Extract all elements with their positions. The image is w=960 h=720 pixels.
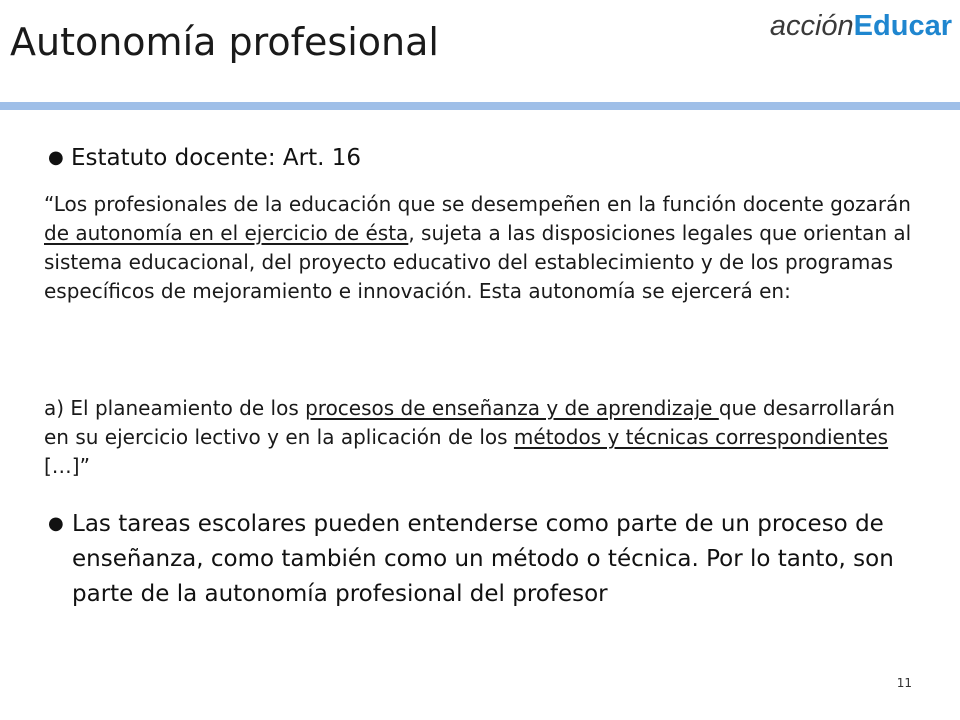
quote-p2-text-a: a) El planeamiento de los [44, 396, 306, 420]
quote-p2-text-c: […]” [44, 454, 90, 478]
quote-p1-text-a: “Los profesionales de la educación que se desempeñen en la función docente gozarán [44, 192, 911, 216]
bullet-estatuto-text: Estatuto docente: Art. 16 [71, 145, 361, 171]
quote-p1-text-b: , sujeta a las disposiciones legales que orientan al sistema educacional, del proyecto educativo del establecimiento y de los programas específicos de mejoramiento e innovación. Esta autonomía se ejercerá en: [44, 221, 912, 303]
bullet-estatuto [48, 138, 361, 178]
bullet-tareas [48, 506, 942, 612]
quote-p2-underline-2: métodos y técnicas correspondientes [513, 425, 889, 449]
quote-p2-underline-1: procesos de enseñanza y de aprendizaje [305, 396, 719, 420]
bullet-dot-icon: ● [48, 147, 64, 168]
logo-educar-text: Educar [853, 10, 952, 42]
quote-paragraph-1 [44, 190, 924, 306]
quote-p1-underline: de autonomía en el ejercicio de ésta [44, 221, 409, 245]
title-divider [0, 102, 960, 110]
bullet-tareas-text: Las tareas escolares pueden entenderse como parte de un proceso de enseñanza, como también como un método o técnica. Por lo tanto, son parte de la autonomía profesional del profesor [72, 511, 894, 607]
bullet-dot-icon: ● [48, 513, 64, 534]
accioneducar-logo [770, 8, 952, 44]
slide-title: Autonomía profesional [10, 20, 439, 64]
quote-p2-text-b: que desarrollarán en su ejercicio lectivo y en la aplicación de los [44, 396, 895, 449]
quote-paragraph-2 [44, 394, 924, 481]
logo-accion-text: acción [769, 10, 854, 42]
page-number: 11 [896, 676, 912, 690]
